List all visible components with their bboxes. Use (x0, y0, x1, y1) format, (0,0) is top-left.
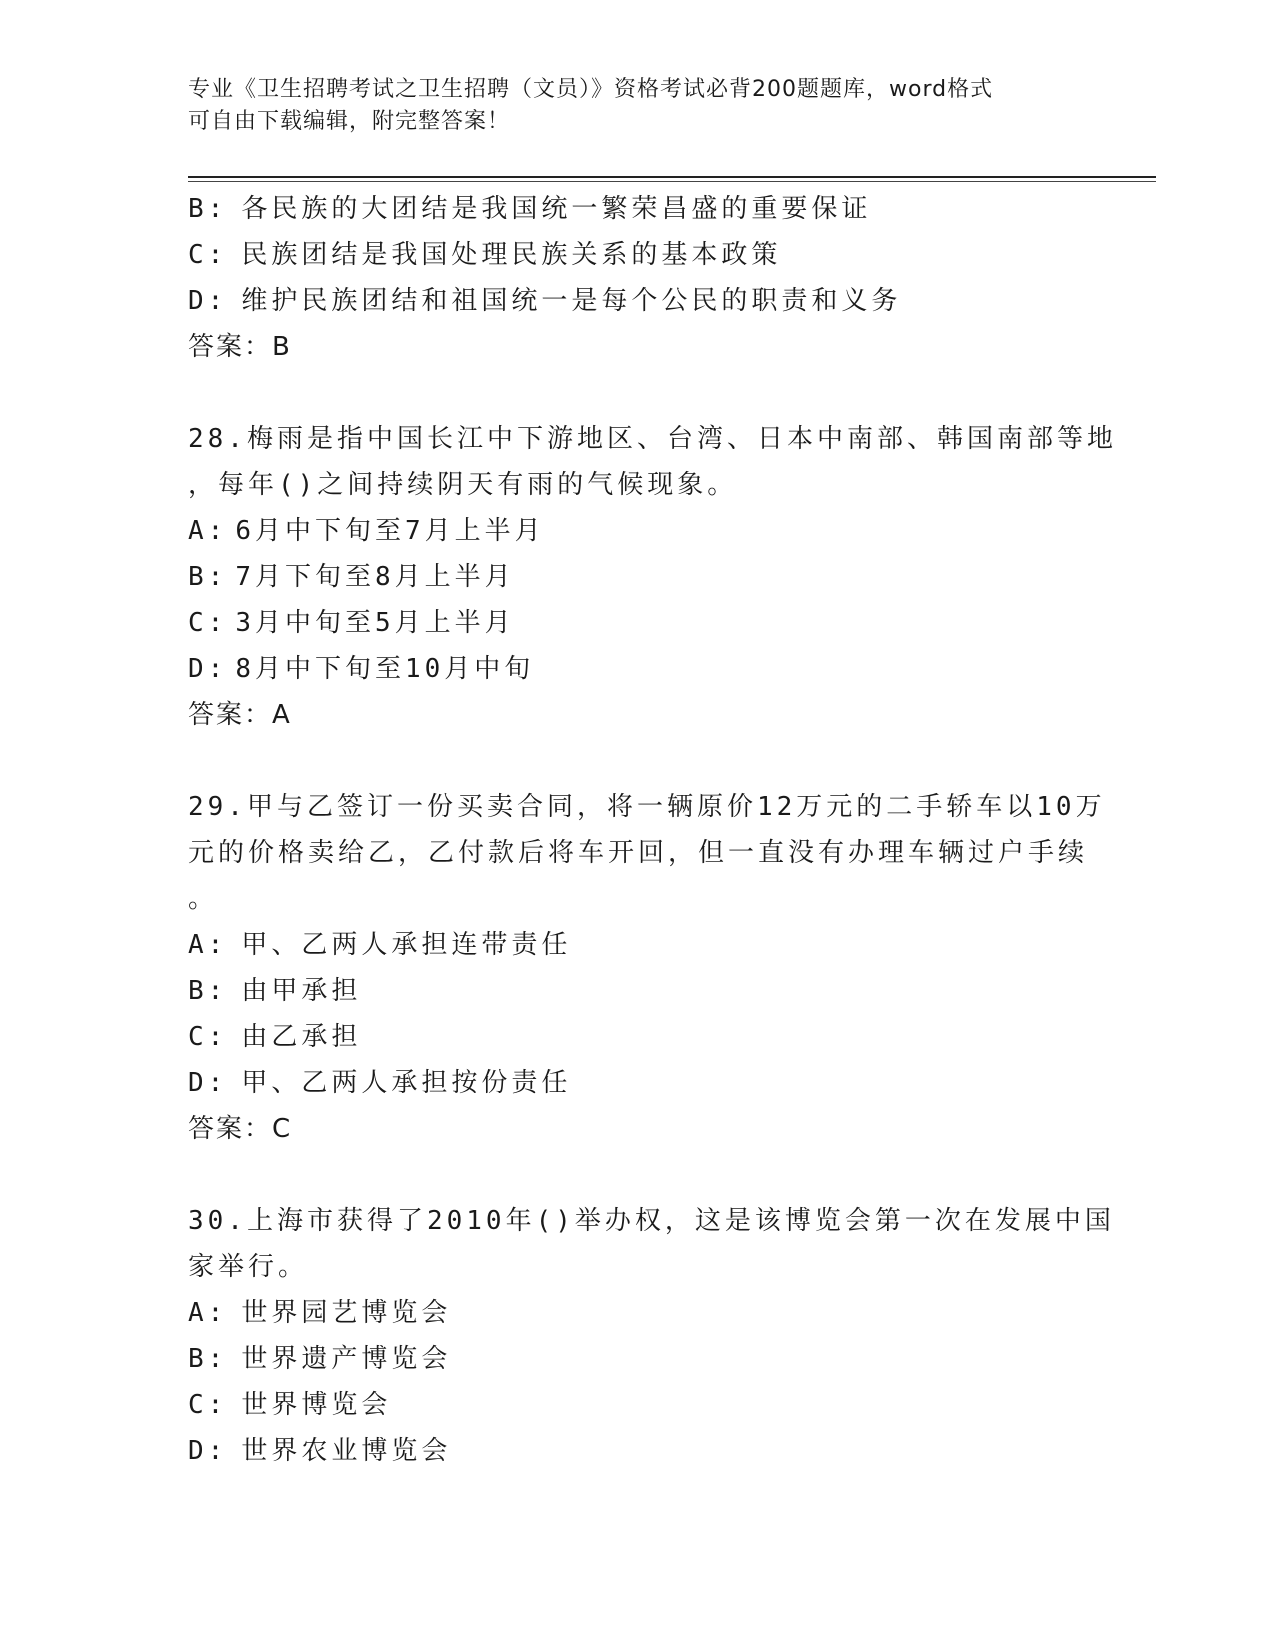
option-key: C: (188, 1390, 228, 1420)
option-key: B: (188, 1344, 228, 1374)
option-text: 由乙承担 (241, 1022, 362, 1052)
option-key: B: (188, 194, 228, 224)
option-text: 世界遗产博览会 (241, 1344, 452, 1374)
answer-line: 答案：A (188, 700, 292, 730)
option-key: B: (188, 562, 228, 592)
option-text: 7月下旬至8月上半月 (235, 562, 515, 592)
question-stem-line: 29.甲与乙签订一份买卖合同，将一辆原价12万元的二手轿车以10万 (188, 792, 1106, 822)
option-c (188, 600, 1088, 646)
option-c (188, 232, 1088, 278)
question-stem-line: 28.梅雨是指中国长江中下游地区、台湾、日本中南部、韩国南部等地 (188, 424, 1117, 454)
question-stem-line: 。 (188, 884, 219, 914)
answer-line: 答案：B (188, 332, 292, 362)
header-divider-thin (188, 181, 1156, 182)
question-stem-line: 家举行。 (188, 1252, 309, 1282)
option-text: 甲、乙两人承担连带责任 (241, 930, 572, 960)
option-key: D: (188, 286, 228, 316)
option-b (188, 554, 1088, 600)
option-key: A: (188, 516, 228, 546)
option-text: 甲、乙两人承担按份责任 (241, 1068, 572, 1098)
option-key: D: (188, 1436, 228, 1466)
option-a (188, 508, 1088, 554)
document-header (188, 74, 1088, 138)
option-b (188, 186, 1088, 232)
option-a (188, 1290, 1088, 1336)
header-divider (188, 176, 1156, 178)
header-line-2: 可自由下载编辑，附完整答案！ (188, 109, 511, 134)
option-text: 8月中下旬至10月中旬 (235, 654, 535, 684)
option-key: D: (188, 1068, 228, 1098)
option-d (188, 646, 1088, 692)
option-key: C: (188, 240, 228, 270)
option-a (188, 922, 1088, 968)
header-line-1: 专业《卫生招聘考试之卫生招聘（文员）》资格考试必背200题题库，word格式 (188, 77, 994, 102)
option-d (188, 278, 1088, 324)
option-c (188, 1382, 1088, 1428)
question-list (188, 186, 1117, 1474)
option-key: D: (188, 654, 228, 684)
question-30 (188, 1198, 1115, 1474)
question-27-tail (188, 186, 1088, 370)
option-b (188, 968, 1088, 1014)
question-29 (188, 784, 1106, 1152)
option-key: C: (188, 1022, 228, 1052)
option-key: A: (188, 930, 228, 960)
option-c (188, 1014, 1088, 1060)
option-b (188, 1336, 1088, 1382)
question-stem-line: ，每年()之间持续阴天有雨的气候现象。 (188, 470, 738, 500)
option-text: 由甲承担 (241, 976, 362, 1006)
option-text: 世界农业博览会 (241, 1436, 452, 1466)
option-key: B: (188, 976, 228, 1006)
question-stem-line: 元的价格卖给乙，乙付款后将车开回，但一直没有办理车辆过户手续 (188, 838, 1089, 868)
option-text: 各民族的大团结是我国统一繁荣昌盛的重要保证 (241, 194, 872, 224)
question-28 (188, 416, 1117, 738)
option-text: 维护民族团结和祖国统一是每个公民的职责和义务 (241, 286, 902, 316)
option-text: 民族团结是我国处理民族关系的基本政策 (241, 240, 782, 270)
question-stem-line: 30.上海市获得了2010年()举办权，这是该博览会第一次在发展中国 (188, 1206, 1115, 1236)
answer-line: 答案：C (188, 1114, 293, 1144)
option-key: C: (188, 608, 228, 638)
option-text: 世界园艺博览会 (241, 1298, 452, 1328)
option-text: 6月中下旬至7月上半月 (235, 516, 545, 546)
option-d (188, 1428, 1088, 1474)
option-text: 3月中旬至5月上半月 (235, 608, 515, 638)
option-text: 世界博览会 (241, 1390, 392, 1420)
option-d (188, 1060, 1088, 1106)
option-key: A: (188, 1298, 228, 1328)
